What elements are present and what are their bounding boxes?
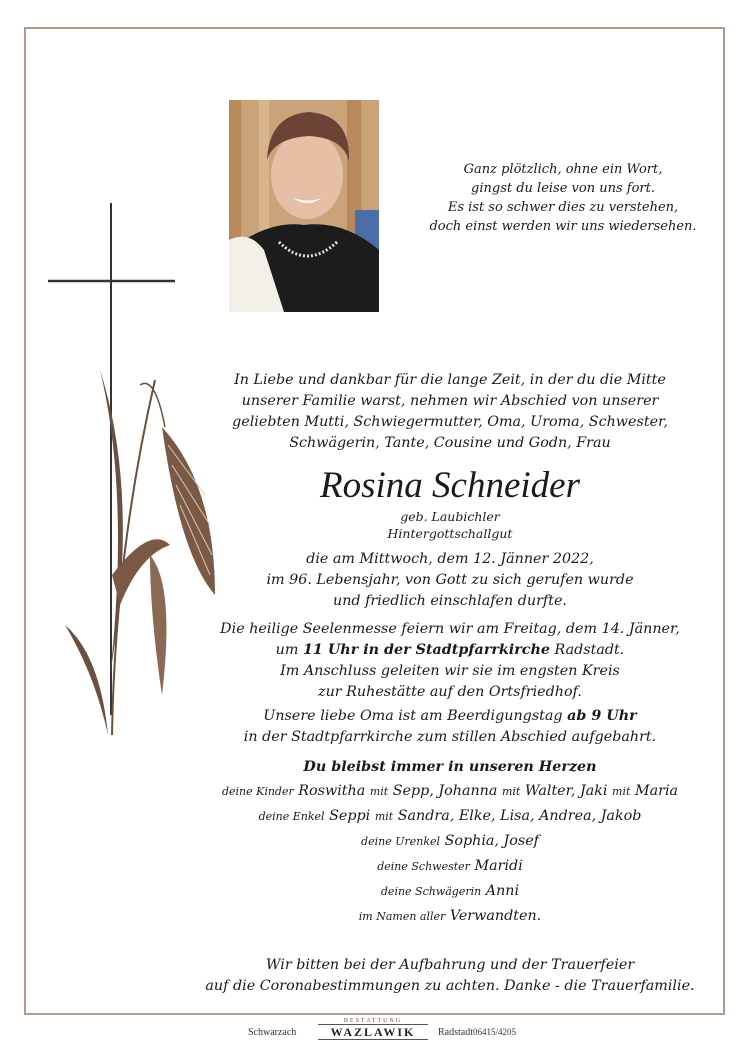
family-name: Walter, (524, 783, 576, 799)
relation-label: deine Enkel (258, 810, 325, 823)
footer (0, 1018, 749, 1048)
closing-line: auf die Coronabestimmungen zu achten. Danke - die Trauerfamilie. (205, 978, 695, 994)
poem-line: Ganz plötzlich, ohne ein Wort, (463, 162, 663, 177)
notice-line: und friedlich einschlafen durfte. (333, 593, 567, 609)
family-name: Seppi (329, 808, 371, 824)
mass-time-location: 11 Uhr in der Stadtpfarrkirche (302, 642, 550, 658)
closing-line: Wir bitten bei der Aufbahrung und der Trauerfeier (265, 957, 635, 973)
estate-name: Hintergottschallgut (387, 526, 513, 541)
sister-line (170, 854, 730, 879)
notice-line: die am Mittwoch, dem 12. Jänner 2022, (306, 551, 594, 567)
family-name: Verwandten. (449, 908, 542, 924)
death-notice (190, 549, 710, 612)
poem-line: Es ist so schwer dies zu verstehen, (447, 200, 679, 215)
footer-location-right: Radstadt (438, 1027, 473, 1038)
family-name: Sophia, Josef (444, 833, 539, 849)
viewing-info (190, 706, 710, 748)
family-name: Johanna (438, 783, 498, 799)
relation-label: deine Schwester (377, 860, 470, 873)
sister-in-law-line (170, 879, 730, 904)
maiden-name-block (190, 508, 710, 542)
family-signoff (170, 755, 730, 929)
footer-location-left: Schwarzach (248, 1027, 297, 1038)
intro-line: unserer Familie warst, nehmen wir Abschied von unserer (241, 393, 659, 409)
connector: mit (374, 810, 394, 823)
closing-note (200, 955, 700, 997)
connector: mit (501, 785, 521, 798)
connector: mit (612, 785, 631, 798)
intro-line: In Liebe und dankbar für die lange Zeit, in der du die Mitte (234, 372, 666, 388)
relation-label: deine Kinder (221, 785, 294, 798)
children-line (170, 779, 730, 804)
family-name: Maridi (474, 858, 523, 874)
maiden-name: geb. Laubichler (400, 509, 500, 524)
intro-text (190, 370, 710, 454)
viewing-line: in der Stadtpfarrkirche zum stillen Abschied aufgebahrt. (243, 729, 657, 745)
family-name: Jaki (580, 783, 608, 799)
viewing-text: Unsere liebe Oma ist am Beerdigungstag (263, 708, 568, 724)
poem-line: gingst du leise von uns fort. (471, 181, 655, 196)
mass-line: Die heilige Seelenmesse feiern wir am Freitag, dem 14. Jänner, (220, 621, 680, 637)
mass-line: zur Ruhestätte auf den Ortsfriedhof. (318, 684, 582, 700)
mass-info (190, 619, 710, 703)
grandchildren-line (170, 804, 730, 829)
relation-label: deine Urenkel (361, 835, 441, 848)
poem (388, 160, 738, 236)
mass-text: Radstadt. (549, 642, 625, 658)
connector: mit (369, 785, 389, 798)
viewing-time: ab 9 Uhr (567, 708, 637, 724)
relatives-line (170, 904, 730, 929)
funeral-home-logo-caption: BESTATTUNG (343, 1018, 403, 1024)
intro-line: geliebten Mutti, Schwiegermutter, Oma, Uroma, Schwester, (232, 414, 668, 430)
family-name: Sepp, (392, 783, 434, 799)
family-name: Sandra, Elke, Lisa, Andrea, Jakob (397, 808, 642, 824)
notice-line: im 96. Lebensjahr, von Gott zu sich gerufen wurde (266, 572, 634, 588)
family-name: Maria (634, 783, 679, 799)
mass-line (190, 640, 710, 661)
relation-label: im Namen aller (358, 910, 446, 923)
footer-phone: 06415/4205 (473, 1027, 517, 1037)
mass-line: Im Anschluss geleiten wir sie im engsten Kreis (280, 663, 620, 679)
poem-line: doch einst werden wir uns wiedersehen. (429, 219, 697, 234)
mass-text: um (275, 642, 303, 658)
great-grandchildren-line (170, 829, 730, 854)
family-name: Roswitha (298, 783, 366, 799)
portrait-photo (229, 100, 379, 312)
signoff-headline: Du bleibst immer in unseren Herzen (303, 759, 597, 775)
deceased-name: Rosina Schneider (320, 465, 580, 506)
intro-line: Schwägerin, Tante, Cousine und Godn, Frau (289, 435, 611, 451)
funeral-home-logo: WAZLAWIK (318, 1024, 428, 1040)
family-name: Anni (485, 883, 520, 899)
viewing-line (190, 706, 710, 727)
relation-label: deine Schwägerin (380, 885, 482, 898)
